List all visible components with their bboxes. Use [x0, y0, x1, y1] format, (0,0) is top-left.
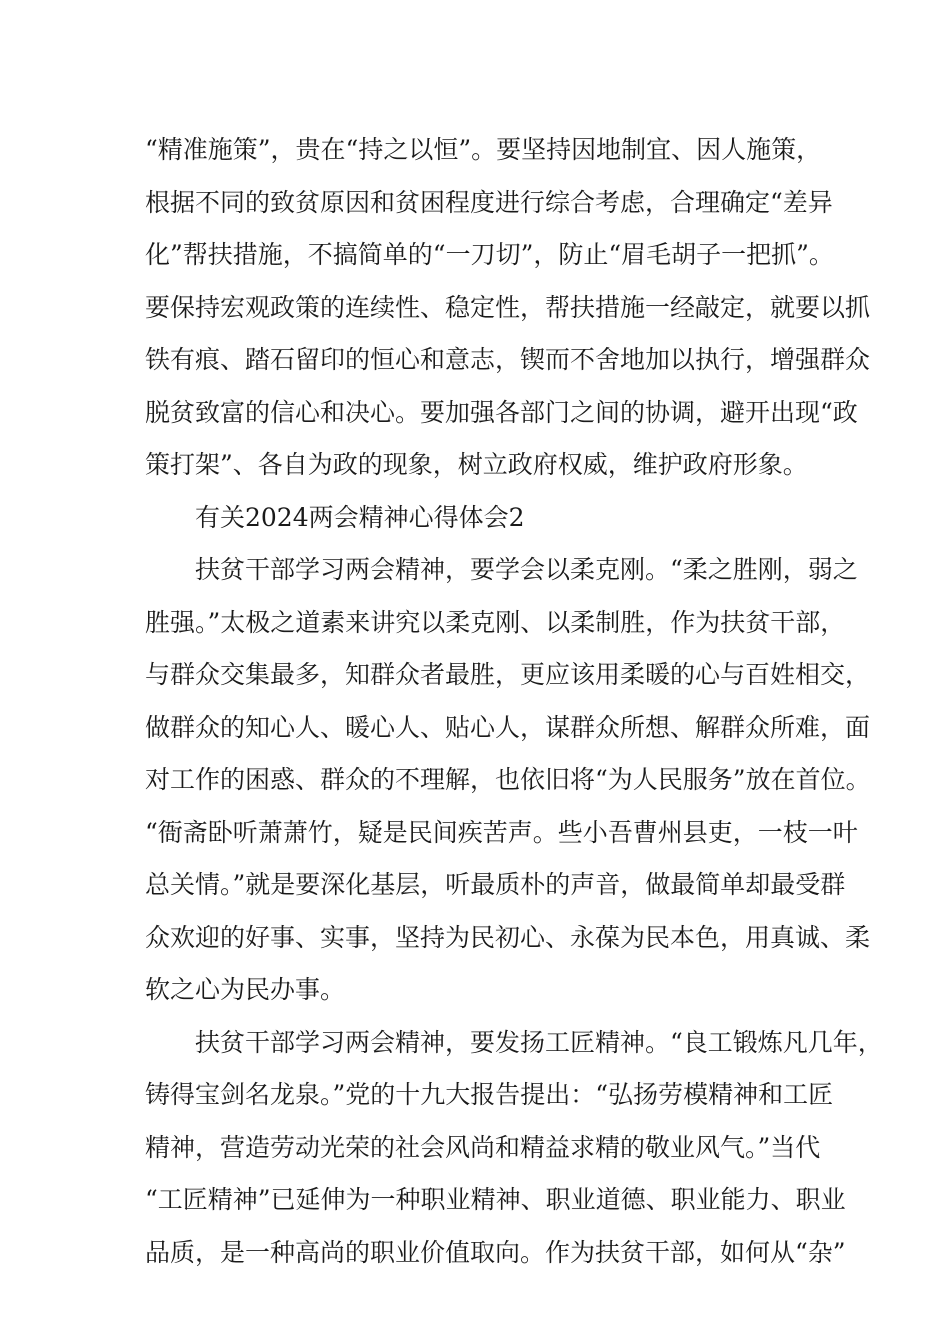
- text-line: 众欢迎的好事、实事，坚持为民初心、永葆为民本色，用真诚、柔: [145, 922, 871, 952]
- text-line: “工匠精神”已延伸为一种职业精神、职业道德、职业能力、职业: [145, 1185, 846, 1214]
- section-heading: 有关2024两会精神心得体会2: [195, 502, 525, 532]
- text-line: “衙斋卧听萧萧竹，疑是民间疾苦声。些小吾曹州县吏，一枝一叶: [145, 817, 858, 847]
- text-line: 精神，营造劳动光荣的社会风尚和精益求精的敬业风气。”当代: [145, 1132, 821, 1162]
- text-line: 根据不同的致贫原因和贫困程度进行综合考虑，合理确定“差异: [145, 187, 833, 217]
- text-line: “精准施策”，贵在“持之以恒”。要坚持因地制宜、因人施策，: [145, 135, 822, 164]
- text-line: 脱贫致富的信心和决心。要加强各部门之间的协调，避开出现“政: [145, 397, 858, 427]
- text-line: 扶贫干部学习两会精神，要发扬工匠精神。“良工锻炼凡几年，: [195, 1027, 883, 1057]
- text-line: 铁有痕、踏石留印的恒心和意志，锲而不舍地加以执行，增强群众: [145, 345, 871, 374]
- text-line: 扶贫干部学习两会精神，要学会以柔克刚。“柔之胜刚，弱之: [195, 555, 858, 584]
- text-line: 对工作的困惑、群众的不理解，也依旧将“为人民服务”放在首位。: [145, 765, 871, 794]
- text-line: 做群众的知心人、暖心人、贴心人，谋群众所想、解群众所难，面: [145, 712, 871, 742]
- text-line: 与群众交集最多，知群众者最胜，更应该用柔暖的心与百姓相交，: [145, 660, 871, 689]
- text-line: 总关情。”就是要深化基层，听最质朴的声音，做最简单却最受群: [145, 870, 846, 899]
- text-line: 品质，是一种高尚的职业价值取向。作为扶贫干部，如何从“杂”: [145, 1237, 846, 1267]
- text-line: 软之心为民办事。: [145, 975, 346, 1004]
- text-line: 策打架”、各自为政的现象，树立政府权威，维护政府形象。: [145, 450, 808, 479]
- text-line: 要保持宏观政策的连续性、稳定性，帮扶措施一经敲定，就要以抓: [145, 292, 871, 322]
- text-line: 胜强。”太极之道素来讲究以柔克刚、以柔制胜，作为扶贫干部，: [145, 607, 846, 637]
- document-body: [145, 124, 883, 1279]
- text-line: 化”帮扶措施，不搞简单的“一刀切”，防止“眉毛胡子一把抓”。: [145, 240, 834, 269]
- text-line: 铸得宝剑名龙泉。”党的十九大报告提出：“弘扬劳模精神和工匠: [145, 1080, 834, 1109]
